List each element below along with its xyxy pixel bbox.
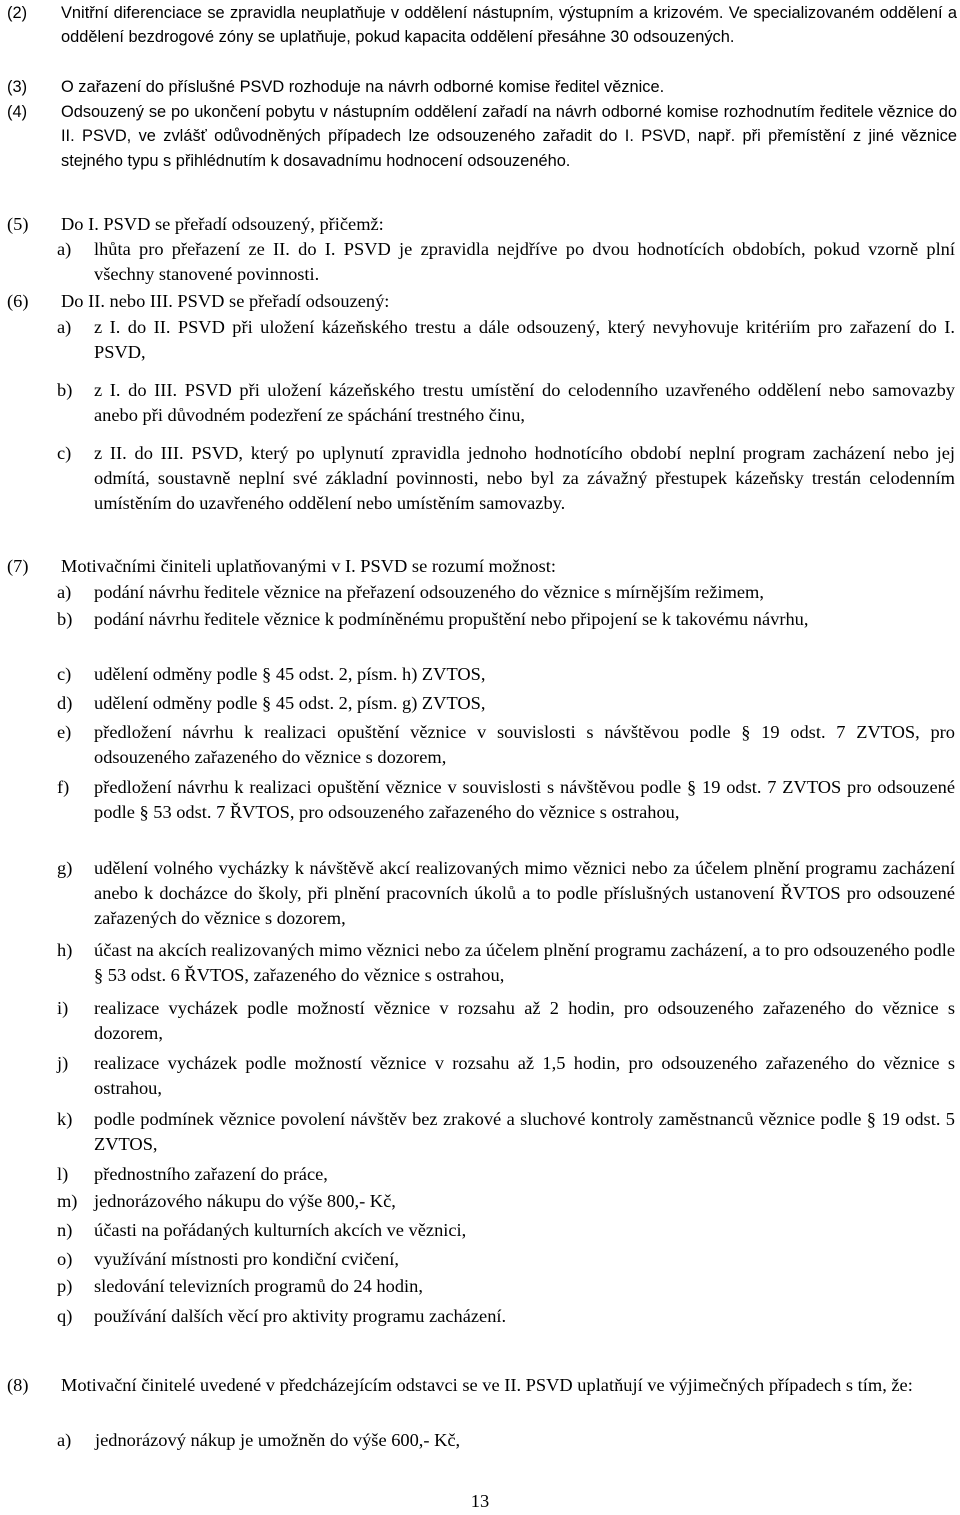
list-item-text: přednostního zařazení do práce,	[94, 1164, 328, 1184]
paragraph-text: Do I. PSVD se přeřadí odsouzený, přičemž:	[61, 214, 384, 234]
list-item-letter: q)	[57, 1306, 73, 1326]
list-item	[57, 720, 955, 770]
list-item	[57, 1189, 955, 1214]
list-item	[57, 441, 955, 517]
list-item-letter: h)	[57, 940, 73, 960]
list-item	[57, 1051, 955, 1101]
list-item	[57, 691, 955, 716]
list-item-letter: c)	[57, 664, 72, 684]
list-item-text: udělení odměny podle § 45 odst. 2, písm. g) ZVTOS,	[94, 693, 486, 713]
paragraph-3	[7, 75, 957, 99]
list-item-letter: a)	[57, 317, 72, 337]
list-item	[57, 607, 955, 632]
list-item-letter: a)	[57, 582, 72, 602]
list-item-text: používání dalších věcí pro aktivity programu zacházení.	[94, 1306, 507, 1326]
list-item-letter: i)	[57, 998, 69, 1018]
list-item	[57, 1107, 955, 1157]
list-item-letter: p)	[57, 1276, 73, 1296]
paragraph-text: Motivačními činiteli uplatňovanými v I. PSVD se rozumí možnost:	[61, 556, 556, 576]
list-item-text: předložení návrhu k realizaci opuštění věznice v souvislosti s návštěvou podle § 19 odst. 7 ZVTOS, pro odsouzeného zařazeného do věznice s dozorem,	[94, 722, 955, 768]
paragraph-7	[7, 554, 957, 579]
list-item-letter: b)	[57, 380, 73, 400]
list-item-letter: g)	[57, 858, 73, 878]
list-item-text: předložení návrhu k realizaci opuštění věznice v souvislosti s návštěvou podle § 19 odst. 7 ZVTOS pro odsouzené podle § 53 odst. 7 ŘVTOS, pro odsouzeného zařazeného do věznice s ostrahou,	[94, 777, 955, 823]
list-item-text: podání návrhu ředitele věznice k podmíněnému propuštění nebo připojení se k takovému návrhu,	[94, 609, 809, 629]
list-item-text: účast na akcích realizovaných mimo věznici nebo za účelem plnění programu zacházení, a to pro odsouzeného podle § 53 odst. 6 ŘVTOS, zařazeného do věznice s ostrahou,	[94, 940, 955, 986]
list-item	[57, 315, 955, 365]
list-item	[57, 775, 955, 825]
list-item-text: udělení odměny podle § 45 odst. 2, písm. h) ZVTOS,	[94, 664, 486, 684]
list-item-letter: d)	[57, 693, 73, 713]
list-item-text: udělení volného vycházky k návštěvě akcí realizovaných mimo věznici nebo za účelem plnění programu zacházení anebo k docházce do školy, při plnění pracovních úkolů a to podle příslušných ustanovení ŘVTOS pro odsouzené zařazených do věznice s dozorem,	[94, 858, 955, 929]
list-item	[57, 1247, 955, 1272]
list-item-text: lhůta pro přeřazení ze II. do I. PSVD je zpravidla nejdříve po dvou hodnotících obdobích, pokud vzorně plní všechny stanovené povinnosti.	[94, 239, 955, 285]
paragraph-number: (7)	[7, 556, 29, 576]
paragraph-text: Vnitřní diferenciace se zpravidla neuplatňuje v oddělení nástupním, výstupním a krizovém. Ve specializovaném oddělení a oddělení bezdrogové zóny se uplatňuje, pokud kapacita oddělení přesáhne 30 odsouzených.	[61, 4, 957, 47]
paragraph-text: Do II. nebo III. PSVD se přeřadí odsouzený:	[61, 291, 390, 311]
list-item-letter: o)	[57, 1249, 73, 1269]
list-item	[57, 938, 955, 988]
list-item-text: z II. do III. PSVD, který po uplynutí zpravidla jednoho hodnotícího období neplní program zacházení nebo jej odmítá, soustavně neplní své základní povinnosti, nebo byl za závažný přestupek kázeňsky trestán celodenním umístěním do uzavřeného oddělení nebo umístěním samovazby.	[94, 443, 955, 514]
paragraph-2	[7, 1, 957, 50]
paragraph-number: (2)	[7, 4, 28, 22]
list-item	[57, 1428, 955, 1453]
list-item-text: využívání místnosti pro kondiční cvičení,	[94, 1249, 399, 1269]
paragraph-number: (5)	[7, 214, 29, 234]
list-item-letter: l)	[57, 1164, 69, 1184]
list-item-text: jednorázového nákupu do výše 800,- Kč,	[94, 1191, 396, 1211]
list-item-text: realizace vycházek podle možností věznice v rozsahu až 1,5 hodin, pro odsouzeného zařazeného do věznice s ostrahou,	[94, 1053, 955, 1099]
list-item	[57, 662, 955, 687]
paragraph-4	[7, 100, 957, 173]
list-item-text: jednorázový nákup je umožněn do výše 600,- Kč,	[95, 1430, 461, 1450]
list-item	[57, 1304, 955, 1329]
page-number: 13	[470, 1491, 490, 1511]
list-item	[57, 996, 955, 1046]
paragraph-text: Odsouzený se po ukončení pobytu v nástupním oddělení zařadí na návrh odborné komise rozhodnutím ředitele věznice do II. PSVD, ve zvlášť odůvodněných případech lze odsouzeného zařadit do I. PSVD, např. při přemístění z jiné věznice stejného typu s přihlédnutím k dosavadnímu hodnocení odsouzeného.	[61, 103, 957, 170]
list-item-letter: e)	[57, 722, 72, 742]
list-item	[57, 378, 955, 428]
list-item-letter: c)	[57, 443, 72, 463]
paragraph-text: O zařazení do příslušné PSVD rozhoduje na návrh odborné komise ředitel věznice.	[61, 78, 665, 96]
list-item-text: podle podmínek věznice povolení návštěv bez zrakové a sluchové kontroly zaměstnanců věznice podle § 19 odst. 5 ZVTOS,	[94, 1109, 955, 1155]
list-item	[57, 1162, 955, 1187]
list-item	[57, 856, 955, 932]
list-item-letter: f)	[57, 777, 70, 797]
paragraph-8	[7, 1373, 957, 1398]
paragraph-number: (4)	[7, 103, 28, 121]
list-item	[57, 1274, 955, 1299]
paragraph-number: (3)	[7, 78, 28, 96]
list-item	[57, 237, 955, 287]
paragraph-6	[7, 289, 957, 314]
paragraph-number: (6)	[7, 291, 29, 311]
paragraph-5	[7, 212, 957, 237]
list-item-text: sledování televizních programů do 24 hodin,	[94, 1276, 423, 1296]
list-item-letter: a)	[57, 1430, 72, 1450]
list-item-letter: a)	[57, 239, 72, 259]
paragraph-number: (8)	[7, 1375, 29, 1395]
list-item-letter: k)	[57, 1109, 73, 1129]
list-item	[57, 1218, 955, 1243]
list-item-letter: m)	[57, 1191, 78, 1211]
list-item-text: realizace vycházek podle možností věznice v rozsahu až 2 hodin, pro odsouzeného zařazeného do věznice s dozorem,	[94, 998, 955, 1044]
list-item-letter: b)	[57, 609, 73, 629]
list-item-text: účasti na pořádaných kulturních akcích ve věznici,	[94, 1220, 467, 1240]
list-item-letter: n)	[57, 1220, 73, 1240]
list-item-letter: j)	[57, 1053, 69, 1073]
list-item	[57, 580, 955, 605]
list-item-text: z I. do III. PSVD při uložení kázeňského trestu umístění do celodenního uzavřeného oddělení nebo samovazby anebo při důvodném podezření ze spáchání trestného činu,	[94, 380, 955, 426]
list-item-text: z I. do II. PSVD při uložení kázeňského trestu a dále odsouzený, který nevyhovuje kritériím pro zařazení do I. PSVD,	[94, 317, 955, 363]
list-item-text: podání návrhu ředitele věznice na přeřazení odsouzeného do věznice s mírnějším režimem,	[94, 582, 764, 602]
paragraph-text: Motivační činitelé uvedené v předcházejícím odstavci se ve II. PSVD uplatňují ve výjimečných případech s tím, že:	[61, 1375, 913, 1395]
